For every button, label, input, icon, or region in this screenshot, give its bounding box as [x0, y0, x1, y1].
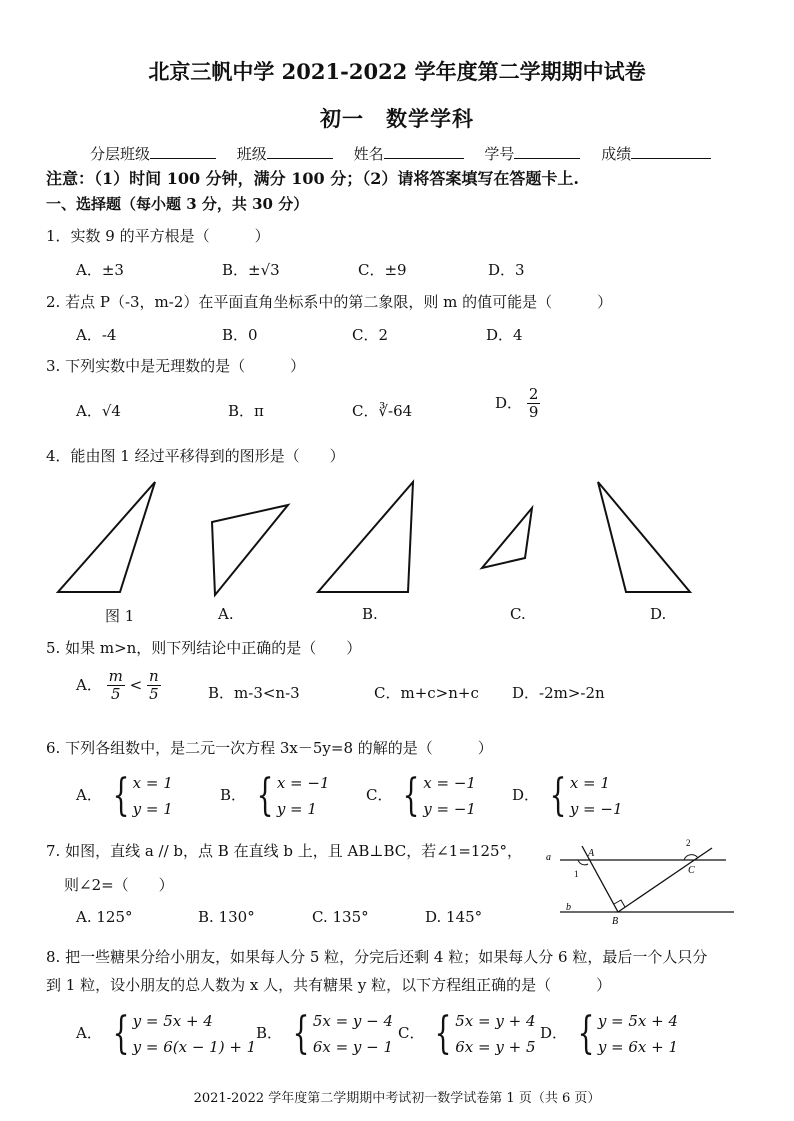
- q2-option-b[interactable]: B．0: [222, 326, 258, 344]
- label-angle-1: 1: [574, 869, 579, 879]
- exam-note: 注意：（1）时间 100 分钟，满分 100 分；（2）请将答案填写在答题卡上.: [46, 169, 579, 188]
- label-a: a: [546, 852, 551, 863]
- q5-a-fraction-right: $\frac{n}{5}$: [149, 667, 159, 704]
- q4-option-b[interactable]: B.: [362, 605, 378, 623]
- q6-option-d[interactable]: D． { x = 1 y = −1: [512, 770, 623, 821]
- exam-title: 北京三帆中学 2021-2022 学年度第二学期期中试卷: [148, 59, 646, 84]
- class-label: 班级: [236, 145, 267, 163]
- q7-option-a[interactable]: A. 125°: [76, 908, 133, 926]
- class-layer-label: 分层班级: [90, 145, 151, 163]
- q5-option-d[interactable]: D．-2m>-2n: [512, 684, 605, 702]
- q2-stem: 2. 若点 P（-3，m-2）在平面直角坐标系中的第二象限，则 m 的值可能是（ ）: [46, 293, 613, 311]
- q4-stem: 4．能由图 1 经过平移得到的图形是（ ）: [46, 447, 345, 465]
- q2-option-d[interactable]: D．4: [486, 326, 523, 344]
- q4-figure-1-label: 图 1: [105, 607, 135, 625]
- q7-option-d[interactable]: D. 145°: [425, 908, 483, 926]
- section-heading: 一、选择题（每小题 3 分，共 30 分）: [46, 195, 309, 213]
- score-label: 成绩: [601, 145, 632, 163]
- label-point-a: A: [588, 848, 595, 859]
- label-point-b: B: [612, 916, 619, 927]
- q4-option-d[interactable]: D.: [650, 605, 667, 623]
- q8-stem-continued: 到 1 粒，设小朋友的总人数为 x 人，共有糖果 y 粒，以下方程组正确的是（ ）: [46, 976, 612, 994]
- q7-stem-continued: 则∠2=（ ）: [64, 876, 174, 894]
- q4-option-c[interactable]: C.: [510, 605, 526, 623]
- label-point-c: C: [688, 865, 695, 876]
- q1-stem: 1．实数 9 的平方根是（ ）: [46, 227, 270, 245]
- q2-option-a[interactable]: A．-4: [76, 326, 117, 344]
- q8-option-c[interactable]: C． { 5x = y + 4 6x = y + 5: [398, 1008, 536, 1059]
- exam-subtitle: 初一 数学学科: [320, 106, 474, 131]
- page-footer: 2021-2022 学年度第二学期期中考试初一数学试卷第 1 页（共 6 页）: [193, 1091, 601, 1106]
- q5-stem: 5. 如果 m>n，则下列结论中正确的是（ ）: [46, 639, 362, 657]
- q7-option-c[interactable]: C. 135°: [312, 908, 369, 926]
- q1-option-b[interactable]: B．±√3: [222, 261, 280, 279]
- q5-option-b[interactable]: B．m-3<n-3: [208, 684, 300, 702]
- q6-option-c[interactable]: C． { x = −1 y = −1: [366, 770, 476, 821]
- q7-option-b[interactable]: B. 130°: [198, 908, 255, 926]
- angle-1-arc: [578, 860, 588, 865]
- q3-stem: 3. 下列实数中是无理数的是（ ）: [46, 357, 306, 375]
- q3-d-fraction: $\frac{2}{9}$: [528, 385, 539, 422]
- q3-option-c[interactable]: C．∛-64: [352, 402, 413, 420]
- q3-d-label: D．: [495, 393, 523, 412]
- right-angle-mark: [614, 900, 625, 907]
- q4-option-a[interactable]: A.: [218, 605, 234, 623]
- q5-option-a[interactable]: A． $\frac{m}{5}$ < $\frac{n}{5}$: [76, 667, 159, 704]
- q1-option-a[interactable]: A．±3: [76, 261, 124, 279]
- q7-stem: 7. 如图，直线 a // b，点 B 在直线 b 上，且 AB⊥BC，若∠1=125°，: [46, 842, 523, 860]
- q3-option-b[interactable]: B．π: [228, 402, 264, 420]
- name-label: 姓名: [353, 145, 384, 163]
- q1-option-d[interactable]: D．3: [488, 261, 525, 279]
- q8-option-d[interactable]: D． { y = 5x + 4 y = 6x + 1: [540, 1008, 679, 1059]
- q5-option-c[interactable]: C．m+c>n+c: [374, 684, 479, 702]
- q8-option-b[interactable]: B． { 5x = y − 4 6x = y − 1: [256, 1008, 394, 1059]
- q1-option-c[interactable]: C．±9: [358, 261, 407, 279]
- q8-stem: 8. 把一些糖果分给小朋友，如果每人分 5 粒，分完后还剩 4 粒；如果每人分 6 粒，最后一个人只分: [46, 948, 708, 966]
- q2-option-c[interactable]: C．2: [352, 326, 389, 344]
- label-angle-2: 2: [686, 838, 691, 848]
- student-no-label: 学号: [484, 145, 515, 163]
- label-b: b: [566, 902, 571, 913]
- q6-option-b[interactable]: B． { x = −1 y = 1: [220, 770, 330, 821]
- q8-option-a[interactable]: A． { y = 5x + 4 y = 6(x − 1) + 1: [76, 1008, 257, 1059]
- q6-stem: 6. 下列各组数中，是二元一次方程 3x－5y=8 的解的是（ ）: [46, 739, 493, 757]
- q3-option-a[interactable]: A．√4: [76, 402, 121, 420]
- q6-option-a[interactable]: A． { x = 1 y = 1: [76, 770, 173, 821]
- q5-a-fraction-left: $\frac{m}{5}$: [108, 667, 123, 704]
